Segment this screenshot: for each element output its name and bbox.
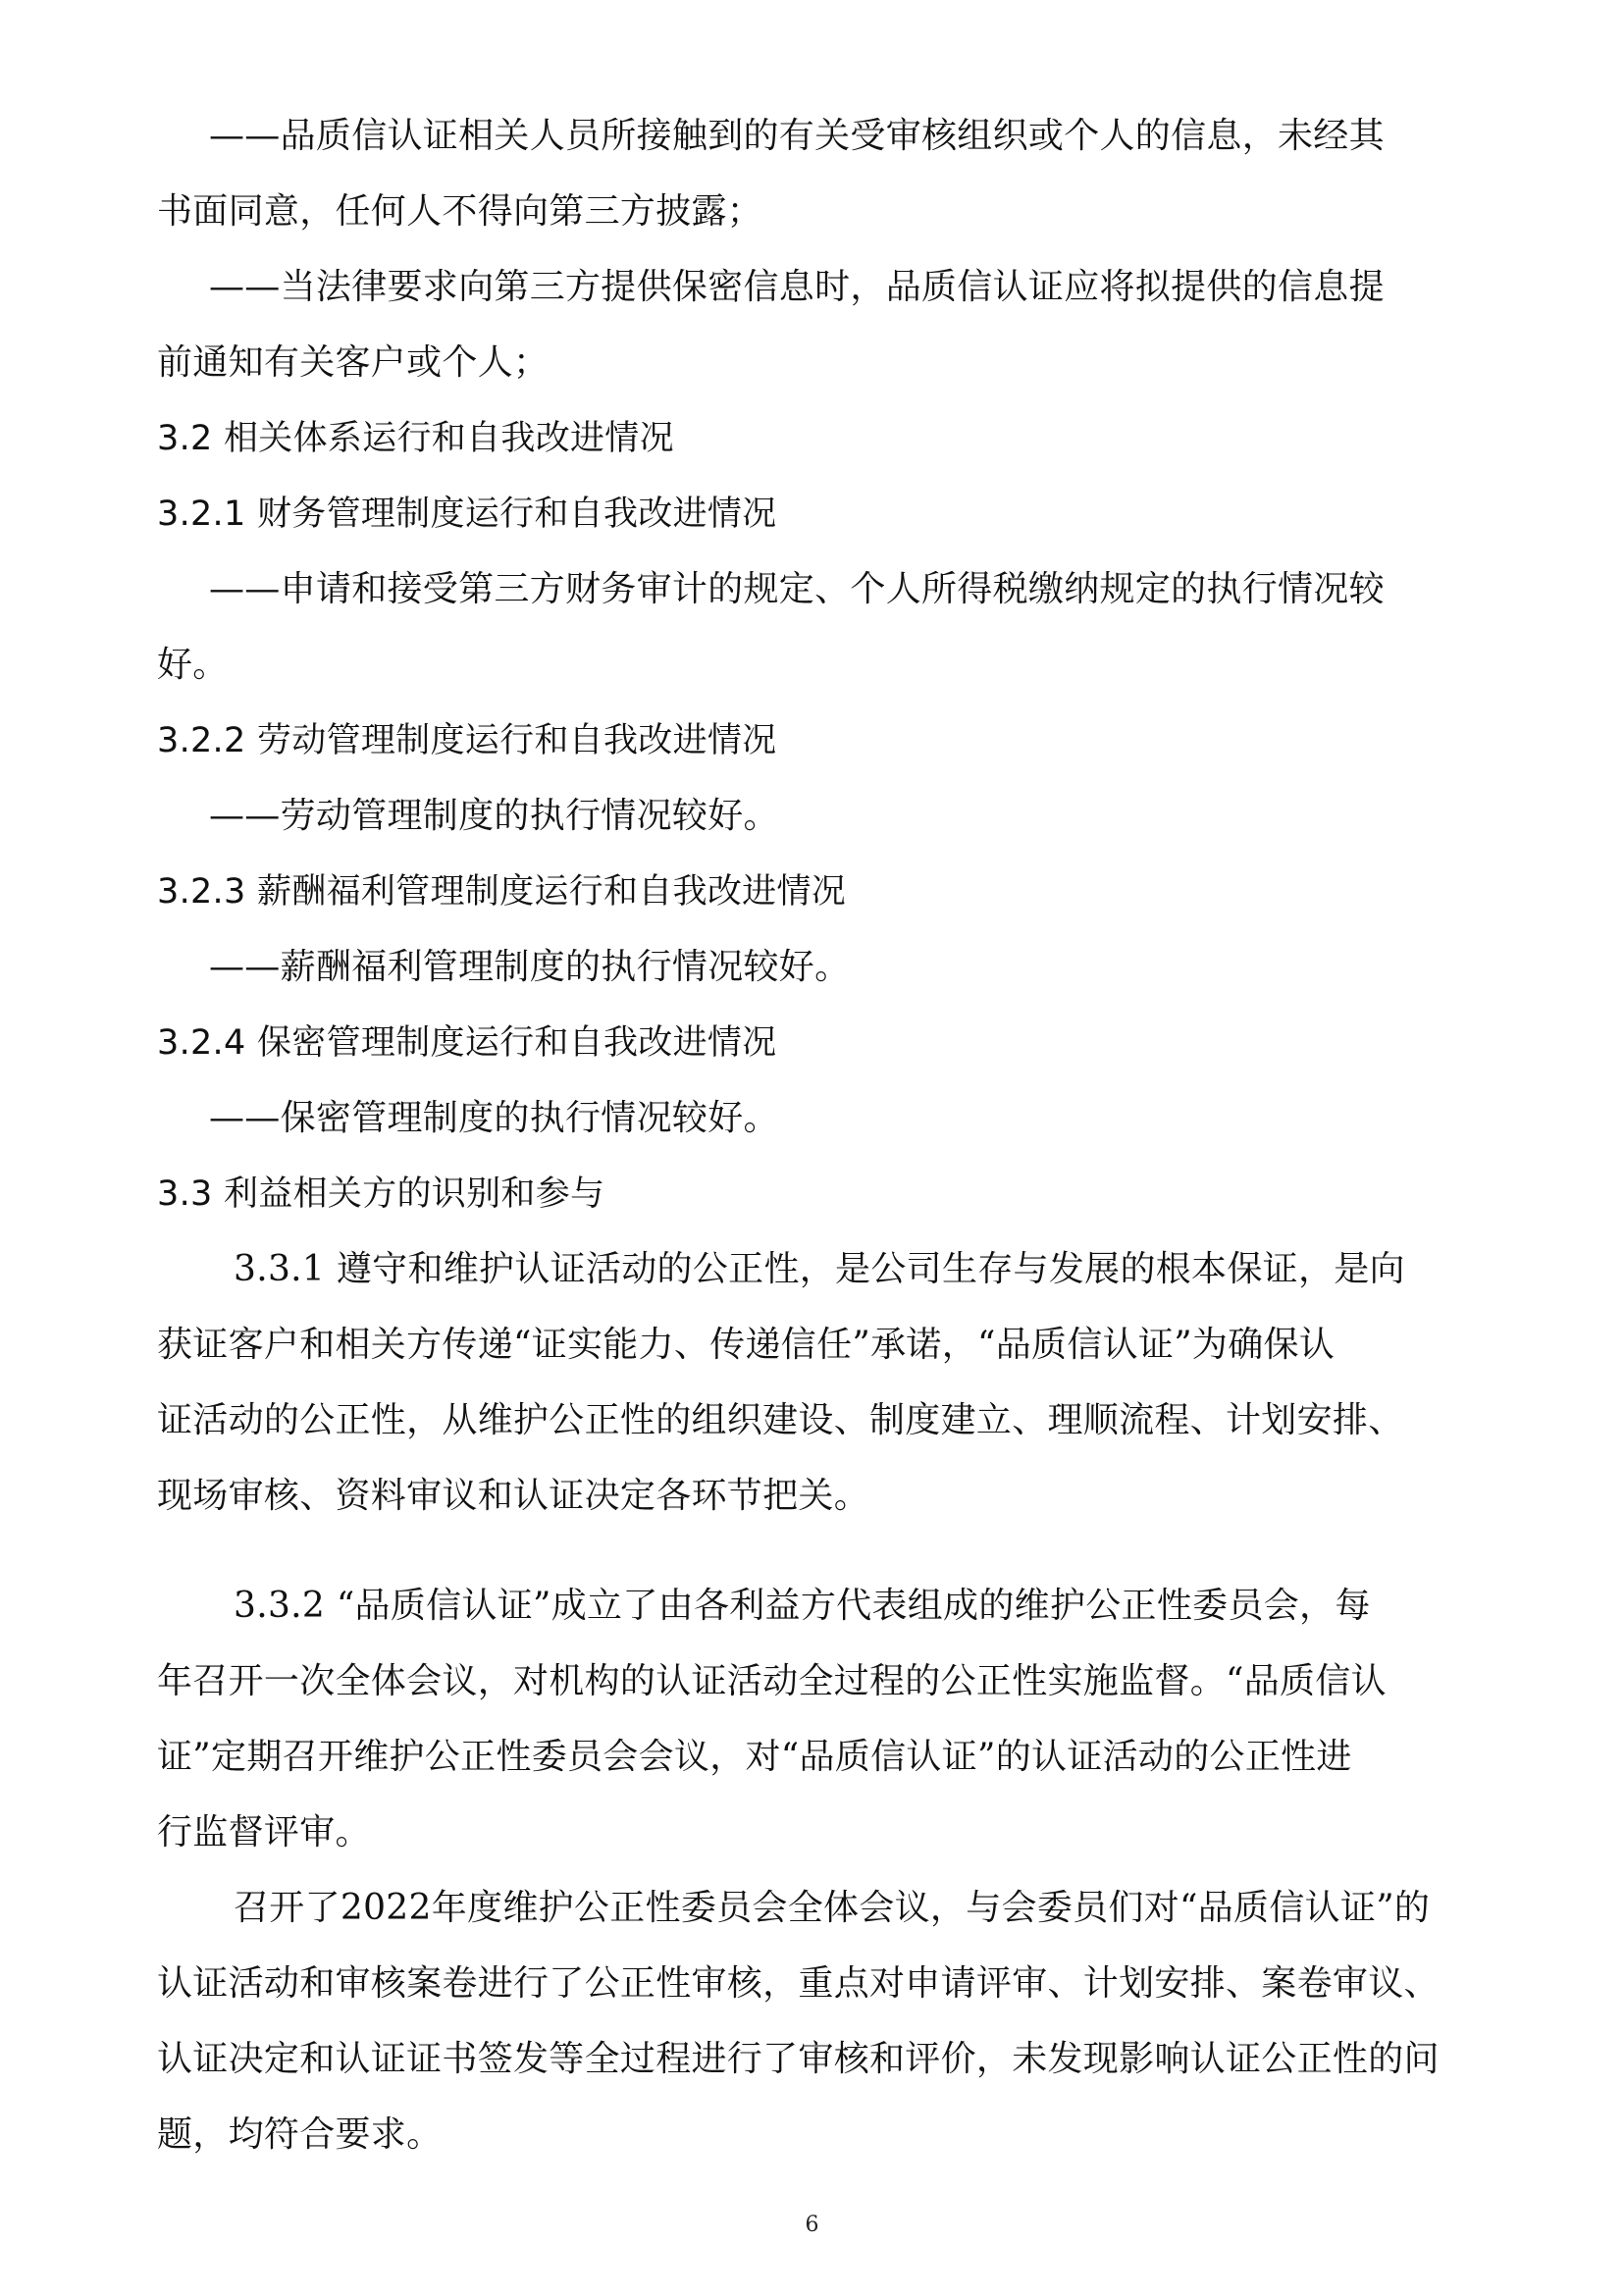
paragraph-line: 年召开一次全体会议，对机构的认证活动全过程的公正性实施监督。“品质信认 [157, 1661, 1387, 1701]
subsection-heading-3-2-3: 3.2.3 薪酬福利管理制度运行和自我改进情况 [157, 872, 847, 912]
paragraph-line: 现场审核、资料审议和认证决定各环节把关。 [157, 1476, 870, 1516]
bullet-paragraph-line: ——保密管理制度的执行情况较好。 [209, 1098, 779, 1138]
section-heading-3-2: 3.2 相关体系运行和自我改进情况 [157, 419, 674, 458]
bullet-paragraph-line: ——劳动管理制度的执行情况较好。 [209, 796, 779, 836]
paragraph-line: 认证活动和审核案卷进行了公正性审核，重点对申请评审、计划安排、案卷审议、 [157, 1963, 1440, 2004]
subsection-heading-3-2-1: 3.2.1 财务管理制度运行和自我改进情况 [157, 495, 777, 534]
bullet-paragraph-line: ——品质信认证相关人员所接触到的有关受审核组织或个人的信息，未经其 [209, 116, 1385, 156]
subsection-heading-3-2-4: 3.2.4 保密管理制度运行和自我改进情况 [157, 1023, 777, 1063]
bullet-paragraph-line: 前通知有关客户或个人； [157, 342, 550, 383]
paragraph-line: 获证客户和相关方传递“证实能力、传递信任”承诺，“品质信认证”为确保认 [157, 1325, 1336, 1365]
section-heading-3-3: 3.3 利益相关方的识别和参与 [157, 1174, 605, 1214]
bullet-paragraph-line: ——申请和接受第三方财务审计的规定、个人所得税缴纳规定的执行情况较 [209, 569, 1385, 609]
paragraph-line: 行监督评审。 [157, 1812, 371, 1852]
paragraph-line: 证活动的公正性，从维护公正性的组织建设、制度建立、理顺流程、计划安排、 [157, 1400, 1404, 1440]
bullet-paragraph-line: ——当法律要求向第三方提供保密信息时，品质信认证应将拟提供的信息提 [209, 267, 1385, 307]
paragraph-line: 召开了2022年度维护公正性委员会全体会议，与会委员们对“品质信认证”的 [234, 1888, 1431, 1928]
bullet-paragraph-line: ——薪酬福利管理制度的执行情况较好。 [209, 947, 851, 987]
subsection-heading-3-2-2: 3.2.2 劳动管理制度运行和自我改进情况 [157, 721, 777, 760]
page-number: 6 [805, 2213, 819, 2237]
paragraph-line: 3.3.2 “品质信认证”成立了由各利益方代表组成的维护公正性委员会，每 [234, 1586, 1371, 1626]
bullet-paragraph-line: 书面同意，任何人不得向第三方披露； [157, 191, 763, 232]
paragraph-line: 题，均符合要求。 [157, 2114, 443, 2155]
paragraph-line: 3.3.1 遵守和维护认证活动的公正性，是公司生存与发展的根本保证，是向 [234, 1249, 1405, 1289]
bullet-paragraph-line: 好。 [157, 645, 229, 685]
paragraph-line: 认证决定和认证证书签发等全过程进行了审核和评价，未发现影响认证公正性的问 [157, 2039, 1440, 2079]
paragraph-line: 证”定期召开维护公正性委员会会议，对“品质信认证”的认证活动的公正性进 [157, 1737, 1352, 1777]
